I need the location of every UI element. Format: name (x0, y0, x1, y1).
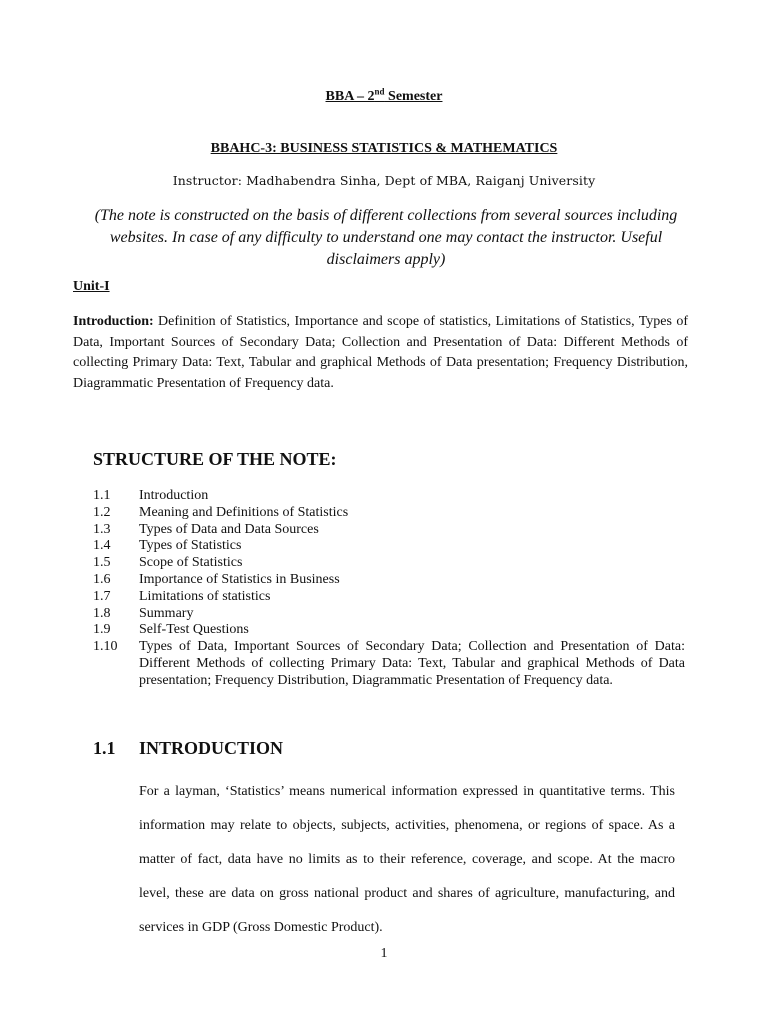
list-item-number: 1.4 (93, 538, 111, 554)
list-item-text: Scope of Statistics (139, 555, 243, 571)
list-item-number: 1.3 (93, 521, 111, 537)
unit-label: Unit-I (73, 279, 110, 294)
section-heading (93, 738, 283, 759)
list-item-number: 1.6 (93, 571, 111, 587)
page-number: 1 (380, 946, 388, 961)
list-item-text: Summary (139, 605, 194, 621)
unit-intro-paragraph (73, 312, 688, 394)
list-item-number: 1.8 (93, 605, 111, 621)
intro-label: Introduction: (73, 314, 154, 329)
disclaimer-note: (The note is constructed on the basis of different collections from several sources including websites. In case of any difficulty to understand one may contact the instructor. Useful disclaimers apply) (94, 207, 678, 268)
semester-title-sup: nd (374, 86, 385, 97)
structure-heading: STRUCTURE OF THE NOTE: (93, 449, 337, 469)
list-item-number: 1.9 (93, 622, 111, 638)
list-item (93, 522, 685, 539)
list-item-text: Importance of Statistics in Business (139, 571, 340, 587)
section-title: INTRODUCTION (139, 738, 284, 758)
list-item-text: Types of Data and Data Sources (139, 521, 319, 537)
section-body-paragraph: For a layman, ‘Statistics’ means numerical information expressed in quantitative terms. This information may relate to objects, subjects, activities, phenomena, or regions of space. As a matter of fact, data have no limits as to their reference, coverage, and scope. At the macro level, these are data on gross national product and shares of agriculture, manufacturing, and services in GDP (Gross Domestic Product). (139, 784, 675, 935)
list-item (93, 639, 685, 689)
list-item-text: Limitations of statistics (139, 588, 271, 604)
list-item-text: Types of Statistics (139, 538, 242, 554)
list-item (93, 589, 685, 606)
list-item-number: 1.7 (93, 588, 111, 604)
instructor-line: Instructor: Madhabendra Sinha, Dept of MBA, Raiganj University (172, 173, 596, 188)
list-item (93, 622, 685, 639)
semester-title-suffix: Semester (384, 89, 443, 104)
list-item (93, 538, 685, 555)
list-item (93, 488, 685, 505)
list-item-text: Self-Test Questions (139, 622, 249, 638)
structure-list (93, 488, 685, 690)
semester-title (0, 86, 768, 105)
list-item-number: 1.5 (93, 555, 111, 571)
list-item-number: 1.10 (93, 639, 118, 655)
list-item-text: Types of Data, Important Sources of Secondary Data; Collection and Presentation of Data: Different Methods of collecting Primary Data: Text, Tabular and graphical Methods of Data presentation; Frequency Distribution, Diagrammatic Presentation of Frequency data. (139, 639, 685, 688)
section-number: 1.1 (93, 738, 116, 758)
list-item (93, 606, 685, 623)
semester-title-prefix: BBA – 2 (325, 89, 375, 104)
intro-text: Definition of Statistics, Importance and scope of statistics, Limitations of Statistics, Types of Data, Important Sources of Secondary Data; Collection and Presentation of Data: Different Methods of collecting Primary Data: Text, Tabular and graphical Methods of Data presentation; Frequency Distribution, Diagrammatic Presentation of Frequency data. (73, 314, 688, 391)
course-title: BBAHC-3: BUSINESS STATISTICS & MATHEMATICS (210, 141, 558, 156)
list-item-number: 1.2 (93, 504, 111, 520)
list-item-text: Introduction (139, 488, 209, 503)
list-item (93, 505, 685, 522)
list-item (93, 572, 685, 589)
list-item (93, 555, 685, 572)
list-item-number: 1.1 (93, 488, 111, 503)
list-item-text: Meaning and Definitions of Statistics (139, 504, 349, 520)
